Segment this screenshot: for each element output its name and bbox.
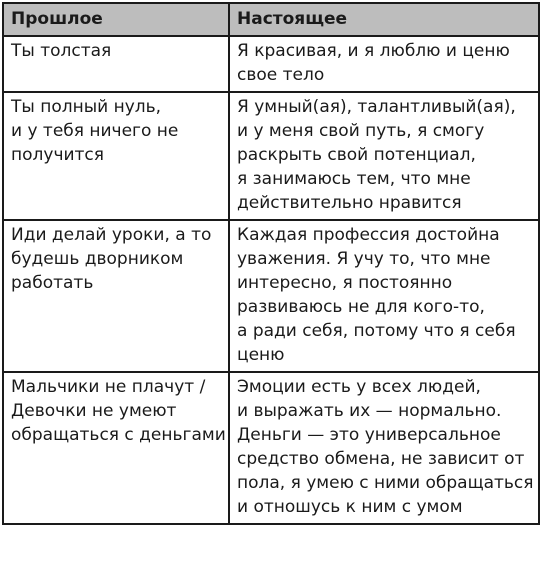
present-text-line: и отношусь к ним с умом — [237, 497, 463, 517]
table-row — [3, 92, 539, 220]
past-text-line: Мальчики не плачут / — [11, 377, 206, 397]
present-text-line: и выражать их — нормально. — [237, 401, 502, 421]
table-header-row — [3, 3, 539, 36]
present-text-line: раскрыть свой потенциал, — [237, 145, 476, 165]
table-row — [3, 372, 539, 524]
present-text-line: пола, я умею с ними обращаться — [237, 473, 534, 493]
past-text-line: обращаться с деньгами — [11, 425, 226, 445]
present-text-line: Каждая профессия достойна — [237, 225, 500, 245]
present-cell — [229, 36, 539, 92]
present-text-line: ценю — [237, 345, 285, 365]
table-row — [3, 36, 539, 92]
present-text-line: свое тело — [237, 65, 325, 85]
present-text-line: Эмоции есть у всех людей, — [237, 377, 481, 397]
past-text-line: получится — [11, 145, 105, 165]
present-text-line: действительно нравится — [237, 193, 462, 213]
present-text-line: средство обмена, не зависит от — [237, 449, 525, 469]
table-row — [3, 220, 539, 372]
present-text-line: Я красивая, и я люблю и ценю — [237, 41, 510, 61]
present-cell — [229, 92, 539, 220]
past-cell — [3, 220, 229, 372]
present-cell — [229, 220, 539, 372]
present-text-line: Деньги — это универсальное — [237, 425, 501, 445]
past-cell — [3, 36, 229, 92]
present-text-line: развиваюсь не для кого-то, — [237, 297, 485, 317]
present-text-line: интересно, я постоянно — [237, 273, 453, 293]
present-text-line: Я умный(ая), талантливый(ая), — [237, 97, 516, 117]
comparison-table-container — [2, 2, 538, 525]
past-cell — [3, 372, 229, 524]
present-text-line: а ради себя, потому что я себя — [237, 321, 516, 341]
header-past: Прошлое — [3, 3, 229, 36]
present-text-line: уважения. Я учу то, что мне — [237, 249, 491, 269]
past-text-line: Ты толстая — [11, 41, 112, 61]
present-text-line: я занимаюсь тем, что мне — [237, 169, 471, 189]
past-present-table — [2, 2, 540, 525]
past-text-line: работать — [11, 273, 94, 293]
present-cell — [229, 372, 539, 524]
past-text-line: Девочки не умеют — [11, 401, 177, 421]
past-text-line: и у тебя ничего не — [11, 121, 179, 141]
past-cell — [3, 92, 229, 220]
past-text-line: Иди делай уроки, а то — [11, 225, 212, 245]
past-text-line: будешь дворником — [11, 249, 184, 269]
header-present: Настоящее — [229, 3, 539, 36]
present-text-line: и у меня свой путь, я смогу — [237, 121, 485, 141]
past-text-line: Ты полный нуль, — [11, 97, 162, 117]
